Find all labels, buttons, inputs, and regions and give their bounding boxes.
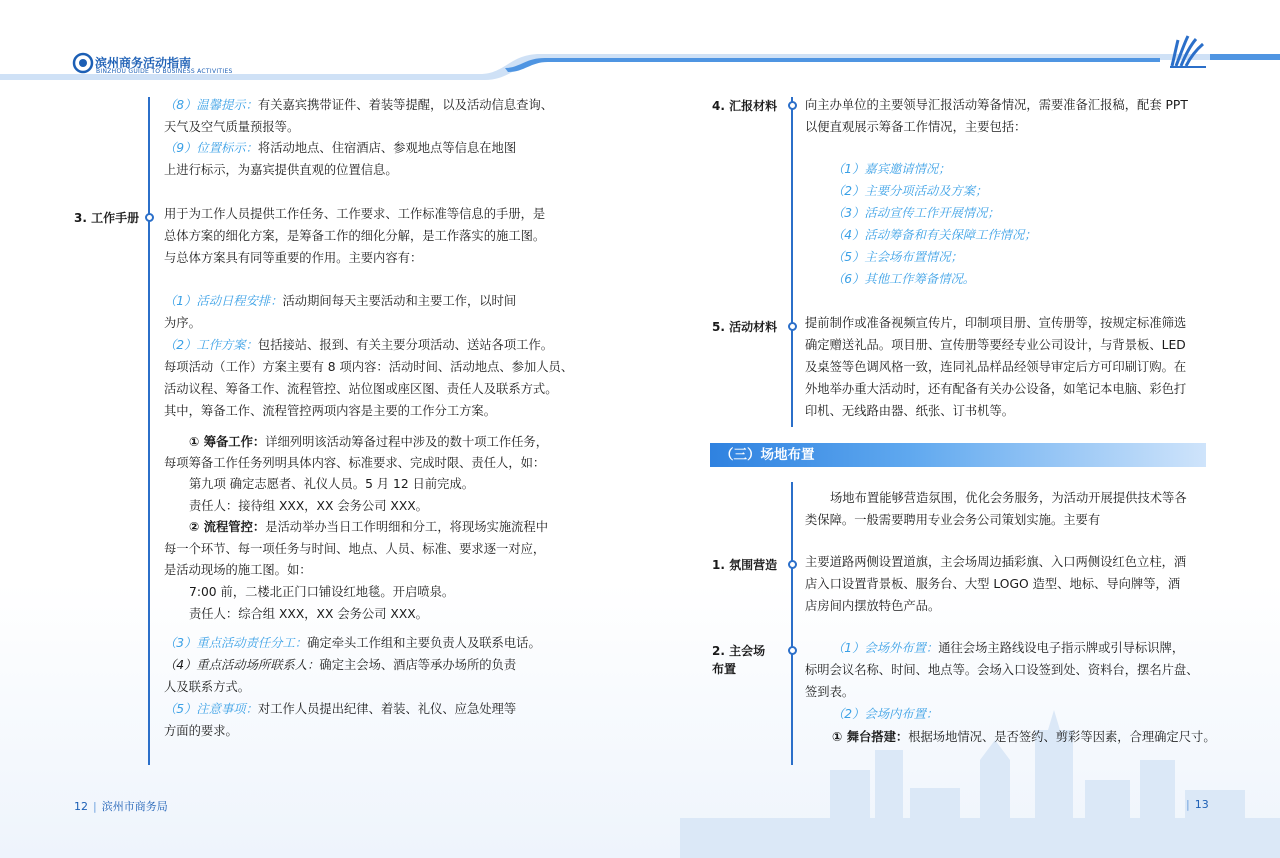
item9-line2: 上进行标示，为嘉宾提供直观的位置信息。	[164, 163, 398, 177]
report-list-item-1: （1）嘉宾邀请情况；	[832, 162, 951, 176]
p5-lead: （5）注意事项：	[164, 702, 258, 716]
p4-line2: 人及联系方式。	[164, 680, 251, 694]
item8-lead: （8）温馨提示：	[164, 98, 258, 112]
item8-line1: 有关嘉宾携带证件、着装等提醒，以及活动信息查询、	[257, 98, 554, 112]
p2-line2: 每项活动（工作）方案主要有 8 项内容：活动时间、活动地点、参加人员、	[164, 360, 574, 374]
section3-line1: 用于为工作人员提供工作任务、工作要求、工作标准等信息的手册，是	[164, 207, 546, 221]
s2p1-text	[832, 637, 1184, 660]
c2-text	[189, 516, 548, 539]
c1-line4: 责任人：接待组 XXX，XX 会务公司 XXX。	[189, 499, 428, 513]
p2-text	[164, 334, 553, 357]
section4-label: 4. 汇报材料	[712, 99, 778, 113]
s2c1-line1: 根据场地情况、是否签约、剪彩等因素，合理确定尺寸。	[908, 730, 1216, 744]
p1-text	[164, 290, 516, 313]
header-subtitle: BINZHOU GUIDE TO BUSINESS ACTIVITIES	[96, 68, 233, 75]
s2c1-text	[832, 726, 1216, 749]
section4-dot	[788, 101, 797, 110]
s2c1-lead: ① 舞台搭建：	[832, 730, 909, 744]
p4-line1: 确定主会场、酒店等承办场所的负责	[319, 658, 517, 672]
s2p2-lead: （2）会场内布置：	[832, 707, 939, 721]
footer-left: 12 | 滨州市商务局	[74, 800, 168, 813]
subsection2-dot	[788, 646, 797, 655]
intro-line2: 类保障。一般需要聘用专业会务公司策划实施。主要有	[805, 513, 1101, 527]
p1-line1: 活动期间每天主要活动和主要工作，以时间	[282, 294, 517, 308]
s2p1-line2: 标明会议名称、时间、地点等。会场入口设签到处、资料台，摆名片盘、	[805, 663, 1199, 677]
c1-text	[189, 431, 548, 454]
section3-label: 3. 工作手册	[74, 211, 140, 225]
footer-right-page-number: 13	[1194, 798, 1209, 811]
city-skyline-decoration	[680, 700, 1280, 858]
p5-text	[164, 698, 516, 721]
p1-lead: （1）活动日程安排：	[164, 294, 283, 308]
p3-line1: 确定牵头工作组和主要负责人及联系电话。	[307, 636, 541, 650]
section5-line3: 及桌签等色调风格一致，连同礼品样品经领导审定后方可印刷订购。在	[805, 360, 1187, 374]
c2-lead: ② 流程管控：	[189, 520, 266, 534]
section5-line2: 确定赠送礼品。项目册、宣传册等要经专业公司设计，与背景板、LED	[805, 338, 1186, 352]
section5-line1: 提前制作或准备视频宣传片，印制项目册、宣传册等，按规定标准筛选	[805, 316, 1187, 330]
c2-line4: 7:00 前，二楼北正门口铺设红地毯。开启喷泉。	[189, 585, 455, 599]
c1-line2: 每项筹备工作任务列明具体内容、标准要求、完成时限、责任人，如：	[164, 456, 546, 470]
p2-line1: 包括接站、报到、有关主要分项活动、送站各项工作。	[257, 338, 554, 352]
section5-dot	[788, 322, 797, 331]
c1-lead: ① 筹备工作：	[189, 435, 266, 449]
c1-line3: 第九项 确定志愿者、礼仪人员。5 月 12 日前完成。	[189, 477, 475, 491]
subsection2-label-b: 布置	[712, 662, 737, 676]
item9-text	[164, 137, 516, 160]
subsection1-label: 1. 氛围营造	[712, 558, 778, 572]
s2p1-line3: 签到表。	[805, 685, 855, 699]
subsection1-line2: 店入口设置背景板、服务台、大型 LOGO 造型、地标、导向牌等，酒	[805, 577, 1181, 591]
p5-line1: 对工作人员提出纪律、着装、礼仪、应急处理等	[257, 702, 517, 716]
subsection1-line3: 店房间内摆放特色产品。	[805, 599, 941, 613]
c1-line1: 详细列明该活动筹备过程中涉及的数十项工作任务，	[265, 435, 549, 449]
subsection1-dot	[788, 560, 797, 569]
p3-lead: （3）重点活动责任分工：	[164, 636, 308, 650]
report-list-item-3: （3）活动宣传工作开展情况；	[832, 206, 1000, 220]
report-list-item-6: （6）其他工作筹备情况。	[832, 272, 976, 286]
header-title: 滨州商务活动指南	[95, 56, 192, 70]
section5-line4: 外地举办重大活动时，还有配备有关办公设备，如笔记本电脑、彩色打	[805, 382, 1187, 396]
p2-line3: 活动议程、筹备工作、流程管控、站位图或座区图、责任人及联系方式。	[164, 382, 558, 396]
report-list-item-5: （5）主会场布置情况；	[832, 250, 963, 264]
c2-line2: 每一个环节、每一项任务与时间、地点、人员、标准、要求逐一对应，	[164, 542, 546, 556]
logo-icon	[72, 52, 94, 74]
subsection2-label-a: 2. 主会场	[712, 644, 766, 658]
section3-dot	[145, 213, 154, 222]
subsection1-line1: 主要道路两侧设置道旗，主会场周边插彩旗、入口两侧设红色立柱，酒	[805, 555, 1187, 569]
c2-line3: 是活动现场的施工图。如：	[164, 563, 312, 577]
p1-line2: 为序。	[164, 316, 201, 330]
item9-line1: 将活动地点、住宿酒店、参观地点等信息在地图	[257, 141, 517, 155]
s2p1-line1: 通往会场主路线设电子指示牌或引导标识牌，	[938, 641, 1185, 655]
p4-lead: （4）重点活动场所联系人：	[164, 658, 320, 672]
c2-line5: 责任人：综合组 XXX，XX 会务公司 XXX。	[189, 607, 428, 621]
section5-label: 5. 活动材料	[712, 320, 778, 334]
p2-line4: 其中，筹备工作、流程管控两项内容是主要的工作分工方案。	[164, 404, 497, 418]
section4-line2: 以便直观展示筹备工作情况，主要包括：	[805, 120, 1027, 134]
report-list-item-4: （4）活动筹备和有关保障工作情况；	[832, 228, 1037, 242]
corner-emblem-icon	[1168, 34, 1210, 70]
intro-line1: 场地布置能够营造氛围，优化会务服务，为活动开展提供技术等各	[830, 491, 1187, 505]
p3-text	[164, 632, 541, 655]
p2-lead: （2）工作方案：	[164, 338, 258, 352]
section4-line1: 向主办单位的主要领导汇报活动筹备情况，需要准备汇报稿，配套 PPT	[805, 98, 1188, 112]
right-timeline-line-bottom	[791, 482, 793, 765]
p5-line2: 方面的要求。	[164, 724, 238, 738]
footer-left-org: 滨州市商务局	[101, 800, 168, 813]
header-wave-decoration	[0, 40, 1280, 85]
report-list-item-2: （2）主要分项活动及方案；	[832, 184, 988, 198]
section5-line5: 印机、无线路由器、纸张、订书机等。	[805, 404, 1015, 418]
section3-line2: 总体方案的细化方案，是筹备工作的细化分解，是工作落实的施工图。	[164, 229, 546, 243]
c2-line1: 是活动举办当日工作明细和分工，将现场实施流程中	[265, 520, 549, 534]
item8-line2: 天气及空气质量预报等。	[164, 120, 300, 134]
right-timeline-line-top	[791, 97, 793, 427]
s2p1-lead: （1）会场外布置：	[832, 641, 939, 655]
footer-right: | 13	[1186, 798, 1209, 811]
section3-line3: 与总体方案具有同等重要的作用。主要内容有：	[164, 251, 423, 265]
footer-left-page-number: 12	[74, 800, 88, 813]
section-heading-title: （三）场地布置	[720, 447, 815, 463]
left-timeline-line	[148, 97, 150, 765]
item9-lead: （9）位置标示：	[164, 141, 258, 155]
item8-text	[164, 94, 553, 117]
p4-text	[164, 654, 516, 677]
